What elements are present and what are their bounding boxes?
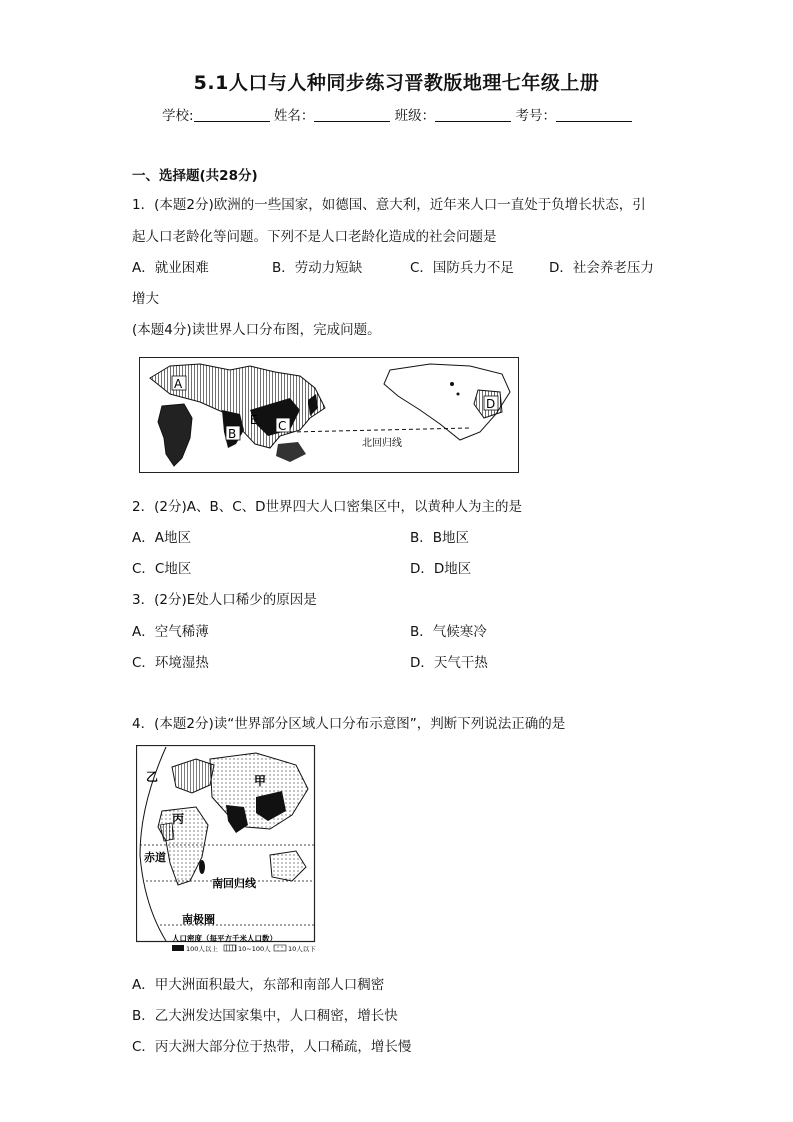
map-label-d: D [486, 397, 496, 411]
q4-option-b[interactable]: B．乙大洲发达国家集中，人口稠密，增长快 [132, 1008, 398, 1024]
q1-stem-line1: 1．(本题2分)欧洲的一些国家，如德国、意大利，近年来人口一直处于负增长状态，引 [132, 197, 646, 213]
map2-label-yi: 乙 [146, 770, 159, 784]
q3-option-c[interactable]: C．环境湿热 [132, 655, 209, 671]
name-blank[interactable] [314, 107, 390, 122]
map2-label-bing: 丙 [172, 812, 185, 826]
q4-option-c[interactable]: C．丙大洲大部分位于热带，人口稀疏，增长慢 [132, 1039, 412, 1055]
q1-option-d[interactable]: D．社会养老压力 [549, 260, 654, 276]
legend-title: 人口密度（每平方千米人口数） [172, 934, 277, 943]
tropic-of-cancer-line [290, 428, 470, 432]
class-blank[interactable] [435, 107, 511, 122]
world-population-map [139, 357, 519, 473]
q3-option-a[interactable]: A．空气稀薄 [132, 624, 209, 640]
q2-option-a[interactable]: A．A地区 [132, 530, 191, 546]
q1-option-d-wrap: 增大 [132, 291, 159, 307]
q2-stem: 2．(2分)A、B、C、D世界四大人口密集区中，以黄种人为主的是 [132, 499, 523, 515]
tropic-south-label: 南回归线 [212, 877, 256, 890]
class-label: 班级： [394, 108, 436, 124]
regional-map-drawing [136, 745, 318, 957]
page-title: 5.1人口与人种同步练习晋教版地理七年级上册 [193, 72, 600, 94]
map-label-c: C [278, 419, 287, 433]
q1-option-c[interactable]: C．国防兵力不足 [410, 260, 514, 276]
q2-option-b[interactable]: B．B地区 [410, 530, 470, 546]
antarctic-circle-label: 南极圈 [182, 913, 215, 926]
africa-shape [158, 404, 192, 466]
exam-number-blank[interactable] [556, 107, 632, 122]
student-info-line [162, 104, 632, 124]
legend-item-low: 10人以下 [288, 945, 316, 953]
map-label-a: A [174, 377, 183, 391]
legend-item-medium: 10~100人 [238, 945, 271, 953]
equator-label: 赤道 [144, 851, 166, 864]
map2-label-jia: 甲 [254, 774, 267, 788]
southeast-asia-shape [276, 442, 306, 462]
q3-option-b[interactable]: B．气候寒冷 [410, 624, 487, 640]
legend-item-high: 100人以上 [186, 945, 218, 953]
q2-option-c[interactable]: C．C地区 [132, 561, 192, 577]
school-label: 学校: [162, 108, 194, 124]
map-label-e: E [250, 413, 258, 427]
q1-option-a[interactable]: A．就业困难 [132, 260, 209, 276]
group-intro: (本题4分)读世界人口分布图，完成问题。 [132, 322, 381, 338]
section-heading: 一、选择题(共28分) [132, 168, 258, 184]
map-label-b: B [228, 427, 237, 441]
q1-option-b[interactable]: B．劳动力短缺 [272, 260, 363, 276]
q3-option-d[interactable]: D．天气干热 [410, 655, 488, 671]
q3-stem: 3．(2分)E处人口稀少的原因是 [132, 592, 317, 608]
exam-number-label: 考号： [515, 108, 556, 124]
regional-population-map [136, 745, 318, 957]
q1-stem-line2: 起人口老龄化等问题。下列不是人口老龄化造成的社会问题是 [132, 229, 497, 245]
world-map-drawing [140, 358, 518, 472]
school-blank[interactable] [194, 107, 270, 122]
tropic-of-cancer-label: 北回归线 [362, 438, 402, 449]
q4-option-a[interactable]: A．甲大洲面积最大，东部和南部人口稠密 [132, 977, 385, 993]
q4-stem: 4．(本题2分)读“世界部分区域人口分布示意图”，判断下列说法正确的是 [132, 716, 566, 732]
name-label: 姓名： [273, 108, 315, 124]
q2-option-d[interactable]: D．D地区 [410, 561, 472, 577]
